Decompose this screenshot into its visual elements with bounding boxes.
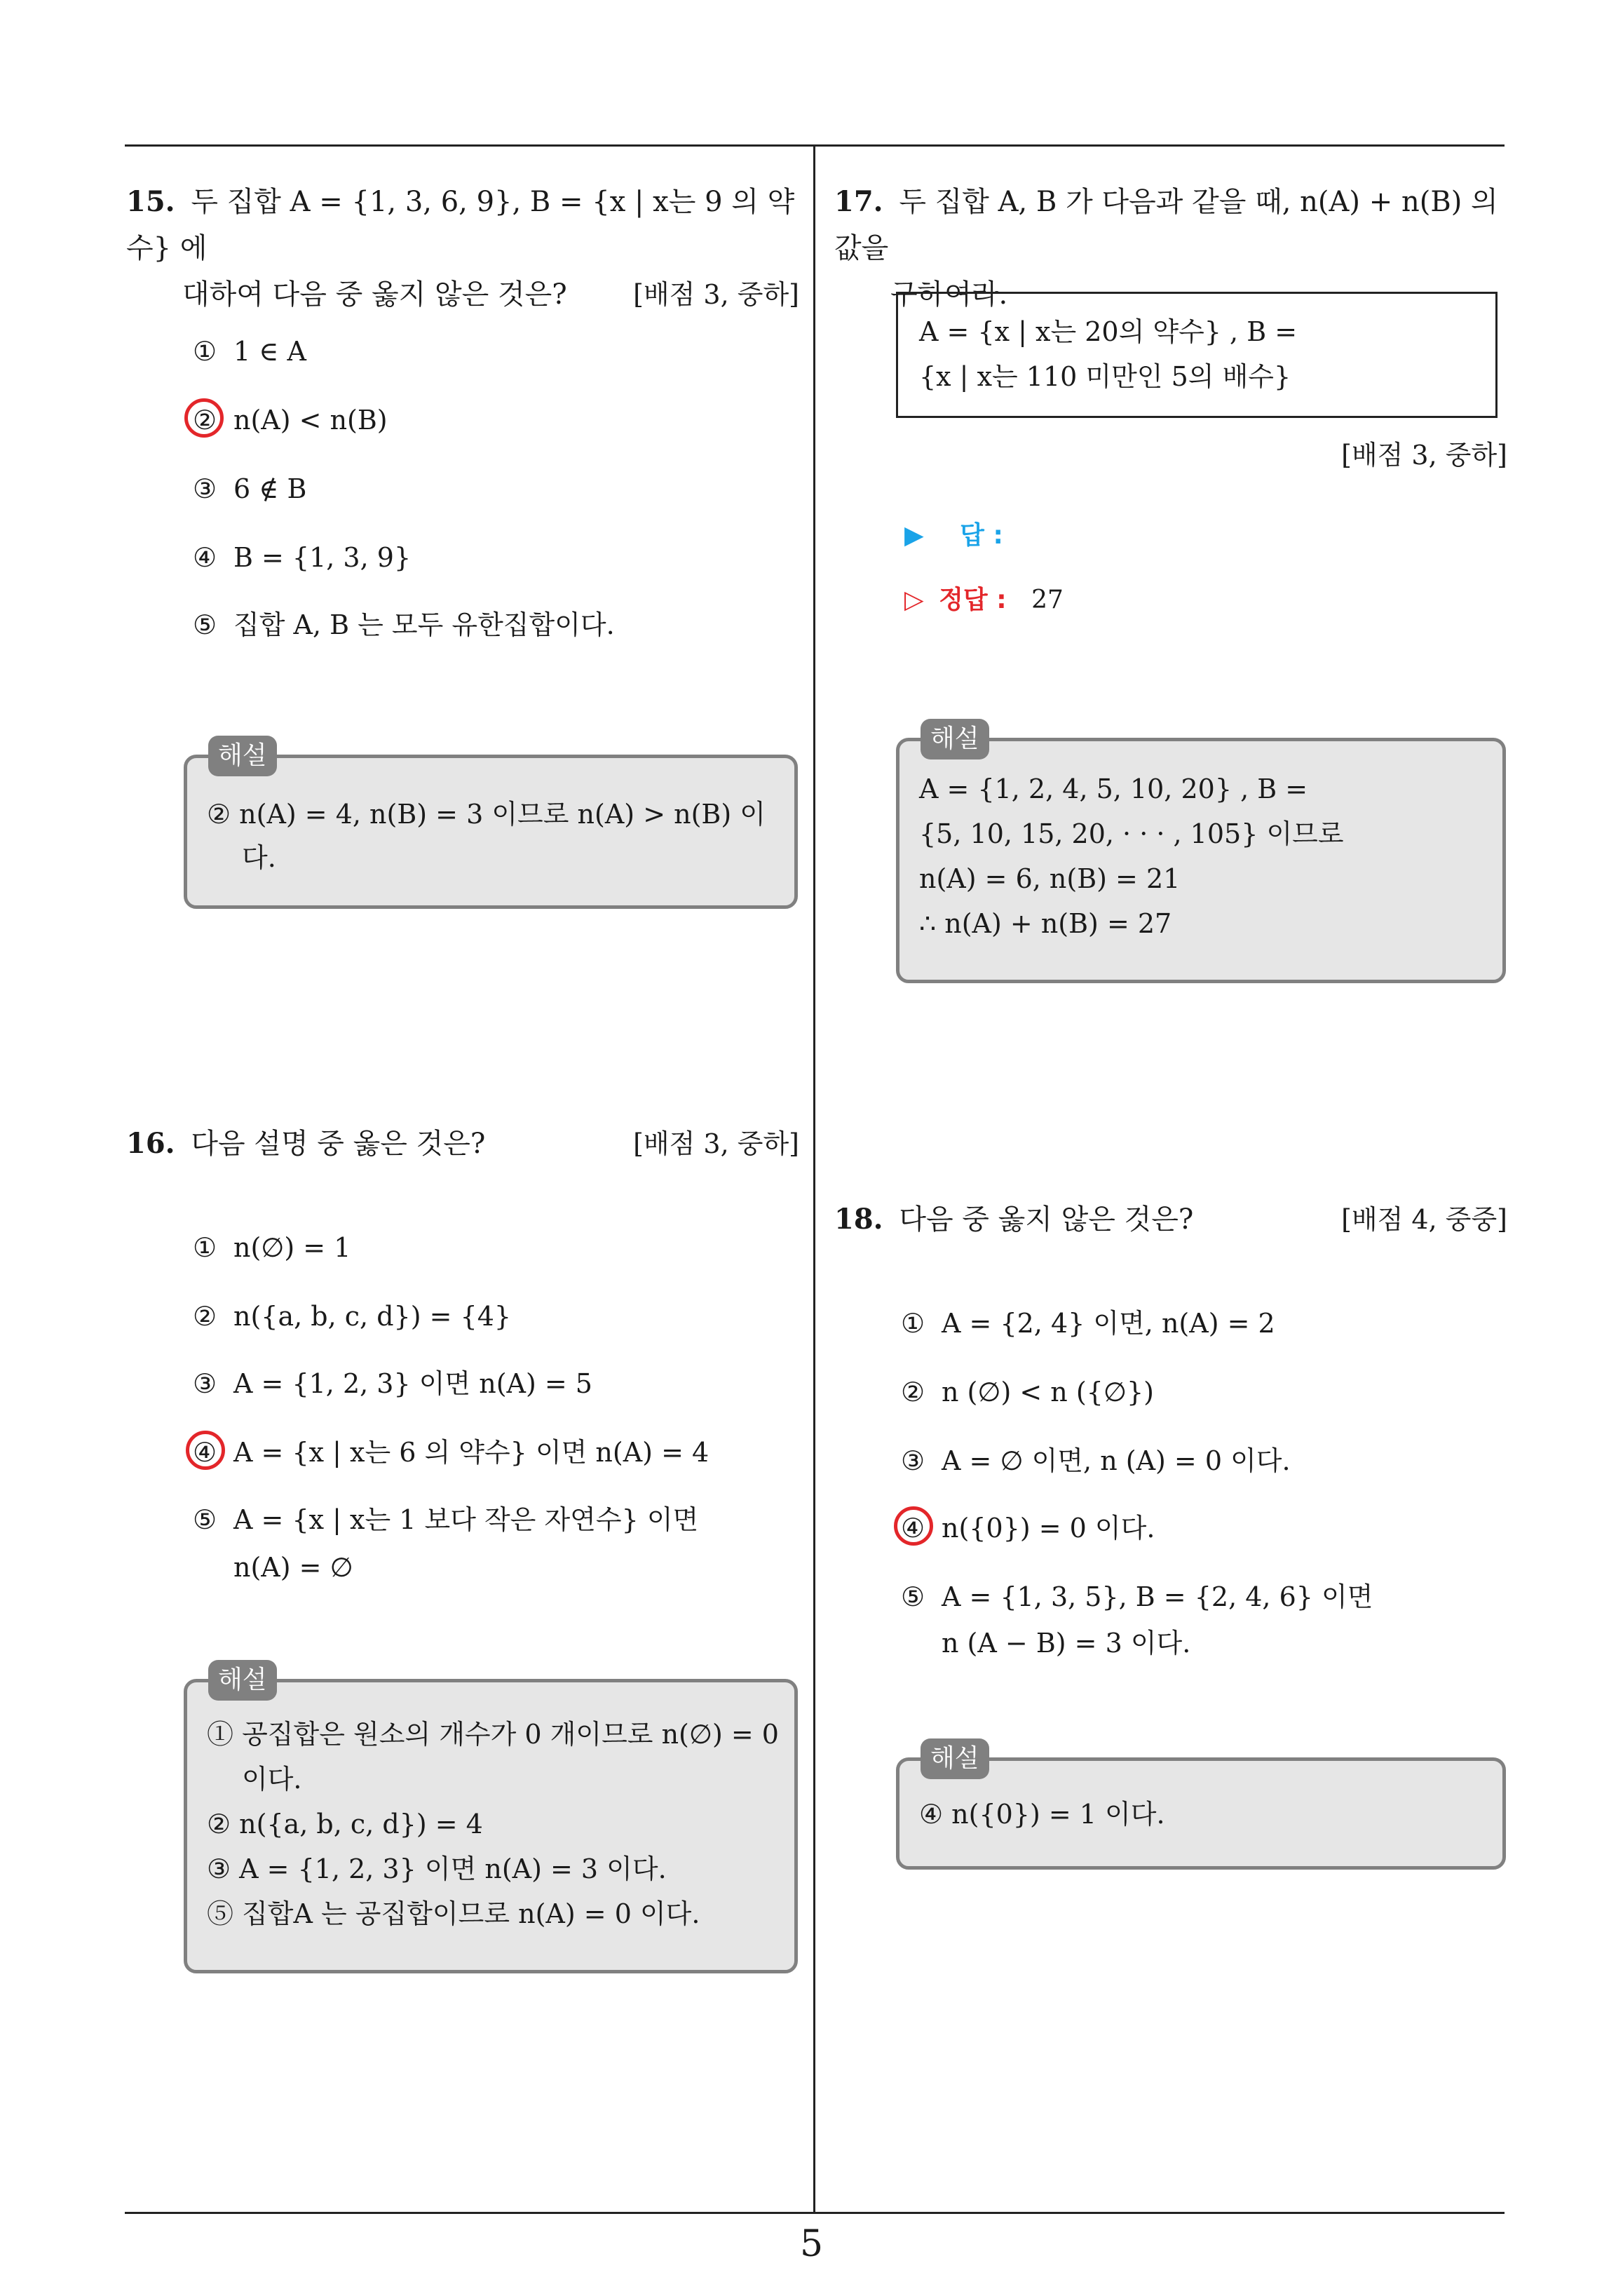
choice-5-continued xyxy=(193,1544,353,1591)
choice-1[interactable] xyxy=(193,328,306,374)
solution-line: ② n(A) = 4, n(B) = 3 이므로 n(A) > n(B) 이 xyxy=(207,799,766,830)
score-meta: [배점 3, 중하] xyxy=(633,1128,799,1159)
question-number: 17. xyxy=(834,185,883,218)
choice-text: 6 ∉ B xyxy=(233,473,307,504)
choice-mark: ③ xyxy=(901,1445,925,1476)
question-text-line1: 두 집합 A, B 가 다음과 같을 때, n(A) + n(B) 의 값을 xyxy=(834,186,1498,264)
solution-line: n(A) = 6, n(B) = 21 xyxy=(919,863,1181,894)
question-text-line1: 다음 중 옳지 않은 것은? xyxy=(899,1203,1194,1236)
choice-text: A = {1, 3, 5}, B = {2, 4, 6} 이면 xyxy=(942,1581,1373,1612)
box-line: A = {x | x는 20의 약수} , B = xyxy=(919,316,1298,347)
solution-line: A = {1, 2, 4, 5, 10, 20} , B = xyxy=(919,774,1308,804)
solution-line: ② n({a, b, c, d}) = 4 xyxy=(207,1809,483,1839)
question-15 xyxy=(126,179,799,318)
choice-5[interactable] xyxy=(193,602,615,648)
choice-mark: ④ xyxy=(193,542,217,573)
box-line: {x | x는 110 미만인 5의 배수} xyxy=(919,361,1291,392)
correct-answer-value: 27 xyxy=(1031,586,1064,614)
solution-line: ∴ n(A) + n(B) = 27 xyxy=(919,908,1172,939)
choice-1[interactable] xyxy=(901,1300,1275,1346)
solution-line: {5, 10, 15, 20, · · · , 105} 이므로 xyxy=(919,818,1344,849)
score-meta: [배점 3, 중하] xyxy=(633,279,799,310)
column-divider xyxy=(813,144,815,2213)
choice-mark: ③ xyxy=(193,473,217,504)
choice-text: n(A) < n(B) xyxy=(233,405,388,435)
choice-3[interactable] xyxy=(901,1438,1291,1484)
choice-2[interactable] xyxy=(193,397,388,443)
choice-mark: ① xyxy=(901,1308,925,1339)
question-15-stem-line2 xyxy=(126,271,799,318)
solution-tag: 해설 xyxy=(208,736,277,776)
question-text-line1: 다음 설명 중 옳은 것은? xyxy=(191,1128,486,1160)
solution-line: 다. xyxy=(242,842,276,873)
correct-answer-label: 정답 : xyxy=(939,586,1007,614)
solution-box xyxy=(184,1666,798,1973)
question-text-line2: 대하여 다음 중 옳지 않은 것은? xyxy=(182,278,567,311)
choice-text: A = {x | x는 6 의 약수} 이면 n(A) = 4 xyxy=(233,1437,709,1468)
solution-line: ④ n({0}) = 1 이다. xyxy=(919,1799,1165,1830)
choice-text: A = {1, 2, 3} 이면 n(A) = 5 xyxy=(233,1368,592,1399)
choice-5-continued xyxy=(901,1620,1190,1666)
choice-mark: ① xyxy=(193,1232,217,1263)
question-number: 15. xyxy=(126,185,175,218)
set-definition-box xyxy=(896,292,1498,418)
solution-line: 이다. xyxy=(242,1764,302,1795)
solution-box xyxy=(896,724,1506,983)
choice-text: 집합 A, B 는 모두 유한집합이다. xyxy=(233,609,615,640)
choice-text: 1 ∈ A xyxy=(233,336,306,367)
choice-2[interactable] xyxy=(193,1293,511,1339)
solution-box xyxy=(896,1744,1506,1870)
choice-1[interactable] xyxy=(193,1224,351,1271)
question-16-stem xyxy=(126,1121,799,1167)
choice-mark: ④ xyxy=(901,1513,925,1544)
choice-4[interactable] xyxy=(193,534,411,581)
score-meta: [배점 4, 중중] xyxy=(1341,1204,1507,1235)
question-16 xyxy=(126,1121,799,1167)
bottom-rule xyxy=(125,2212,1505,2214)
choice-mark: ④ xyxy=(193,1437,217,1468)
answer-row xyxy=(904,516,1003,555)
question-17-stem xyxy=(834,179,1507,271)
score-meta: [배점 3, 중하] xyxy=(1341,440,1507,471)
choice-mark: ② xyxy=(193,405,217,435)
choice-mark: ② xyxy=(193,1301,217,1332)
solution-tag: 해설 xyxy=(921,1738,989,1779)
correct-answer-icon: ▷ xyxy=(904,586,924,614)
choice-3[interactable] xyxy=(193,1360,592,1407)
choice-4[interactable] xyxy=(193,1429,709,1475)
question-text-line2: 구하여라. xyxy=(890,278,1008,311)
choice-text: A = {2, 4} 이면, n(A) = 2 xyxy=(942,1308,1275,1339)
choice-2[interactable] xyxy=(901,1369,1154,1415)
choice-5[interactable] xyxy=(193,1497,698,1543)
solution-line: ③ A = {1, 2, 3} 이면 n(A) = 3 이다. xyxy=(207,1853,667,1884)
choice-5[interactable] xyxy=(901,1574,1373,1620)
choice-text: n(∅) = 1 xyxy=(233,1232,351,1263)
solution-line: ① 공집합은 원소의 개수가 0 개이므로 n(∅) = 0 xyxy=(207,1719,779,1750)
choice-mark: ⑤ xyxy=(193,609,217,640)
choice-mark: ② xyxy=(901,1377,925,1407)
choice-text: n(A) = ∅ xyxy=(233,1552,353,1583)
choice-text: A = {x | x는 1 보다 작은 자연수} 이면 xyxy=(233,1504,699,1535)
page-number: 5 xyxy=(799,2223,824,2265)
choice-text: n (A − B) = 3 이다. xyxy=(942,1628,1191,1659)
choice-text: A = ∅ 이면, n (A) = 0 이다. xyxy=(942,1445,1291,1476)
correct-answer-row xyxy=(904,581,1064,620)
solution-box xyxy=(184,741,798,909)
choice-3[interactable] xyxy=(193,466,306,512)
question-15-stem xyxy=(126,179,799,271)
solution-tag: 해설 xyxy=(208,1660,277,1701)
question-18-stem xyxy=(834,1196,1507,1243)
choice-mark: ③ xyxy=(193,1368,217,1399)
question-text-line1: 두 집합 A = {1, 3, 6, 9}, B = {x | x는 9 의 약수} 에 xyxy=(126,186,795,264)
choice-mark: ① xyxy=(193,336,217,367)
question-number: 18. xyxy=(834,1203,883,1236)
choice-mark: ⑤ xyxy=(901,1581,925,1612)
answer-play-icon: ▶ xyxy=(904,521,924,550)
solution-line: ⑤ 집합A 는 공집합이므로 n(A) = 0 이다. xyxy=(207,1898,700,1929)
choice-mark: ⑤ xyxy=(193,1504,217,1535)
question-18 xyxy=(834,1196,1507,1243)
choice-text: n({a, b, c, d}) = {4} xyxy=(233,1301,512,1332)
choice-text: n (∅) < n ({∅}) xyxy=(942,1377,1154,1407)
choice-4[interactable] xyxy=(901,1505,1155,1551)
choice-text: B = {1, 3, 9} xyxy=(233,542,412,573)
answer-label: 답 : xyxy=(960,521,1003,550)
solution-tag: 해설 xyxy=(921,719,989,759)
choice-text: n({0}) = 0 이다. xyxy=(942,1513,1155,1544)
question-number: 16. xyxy=(126,1127,175,1160)
